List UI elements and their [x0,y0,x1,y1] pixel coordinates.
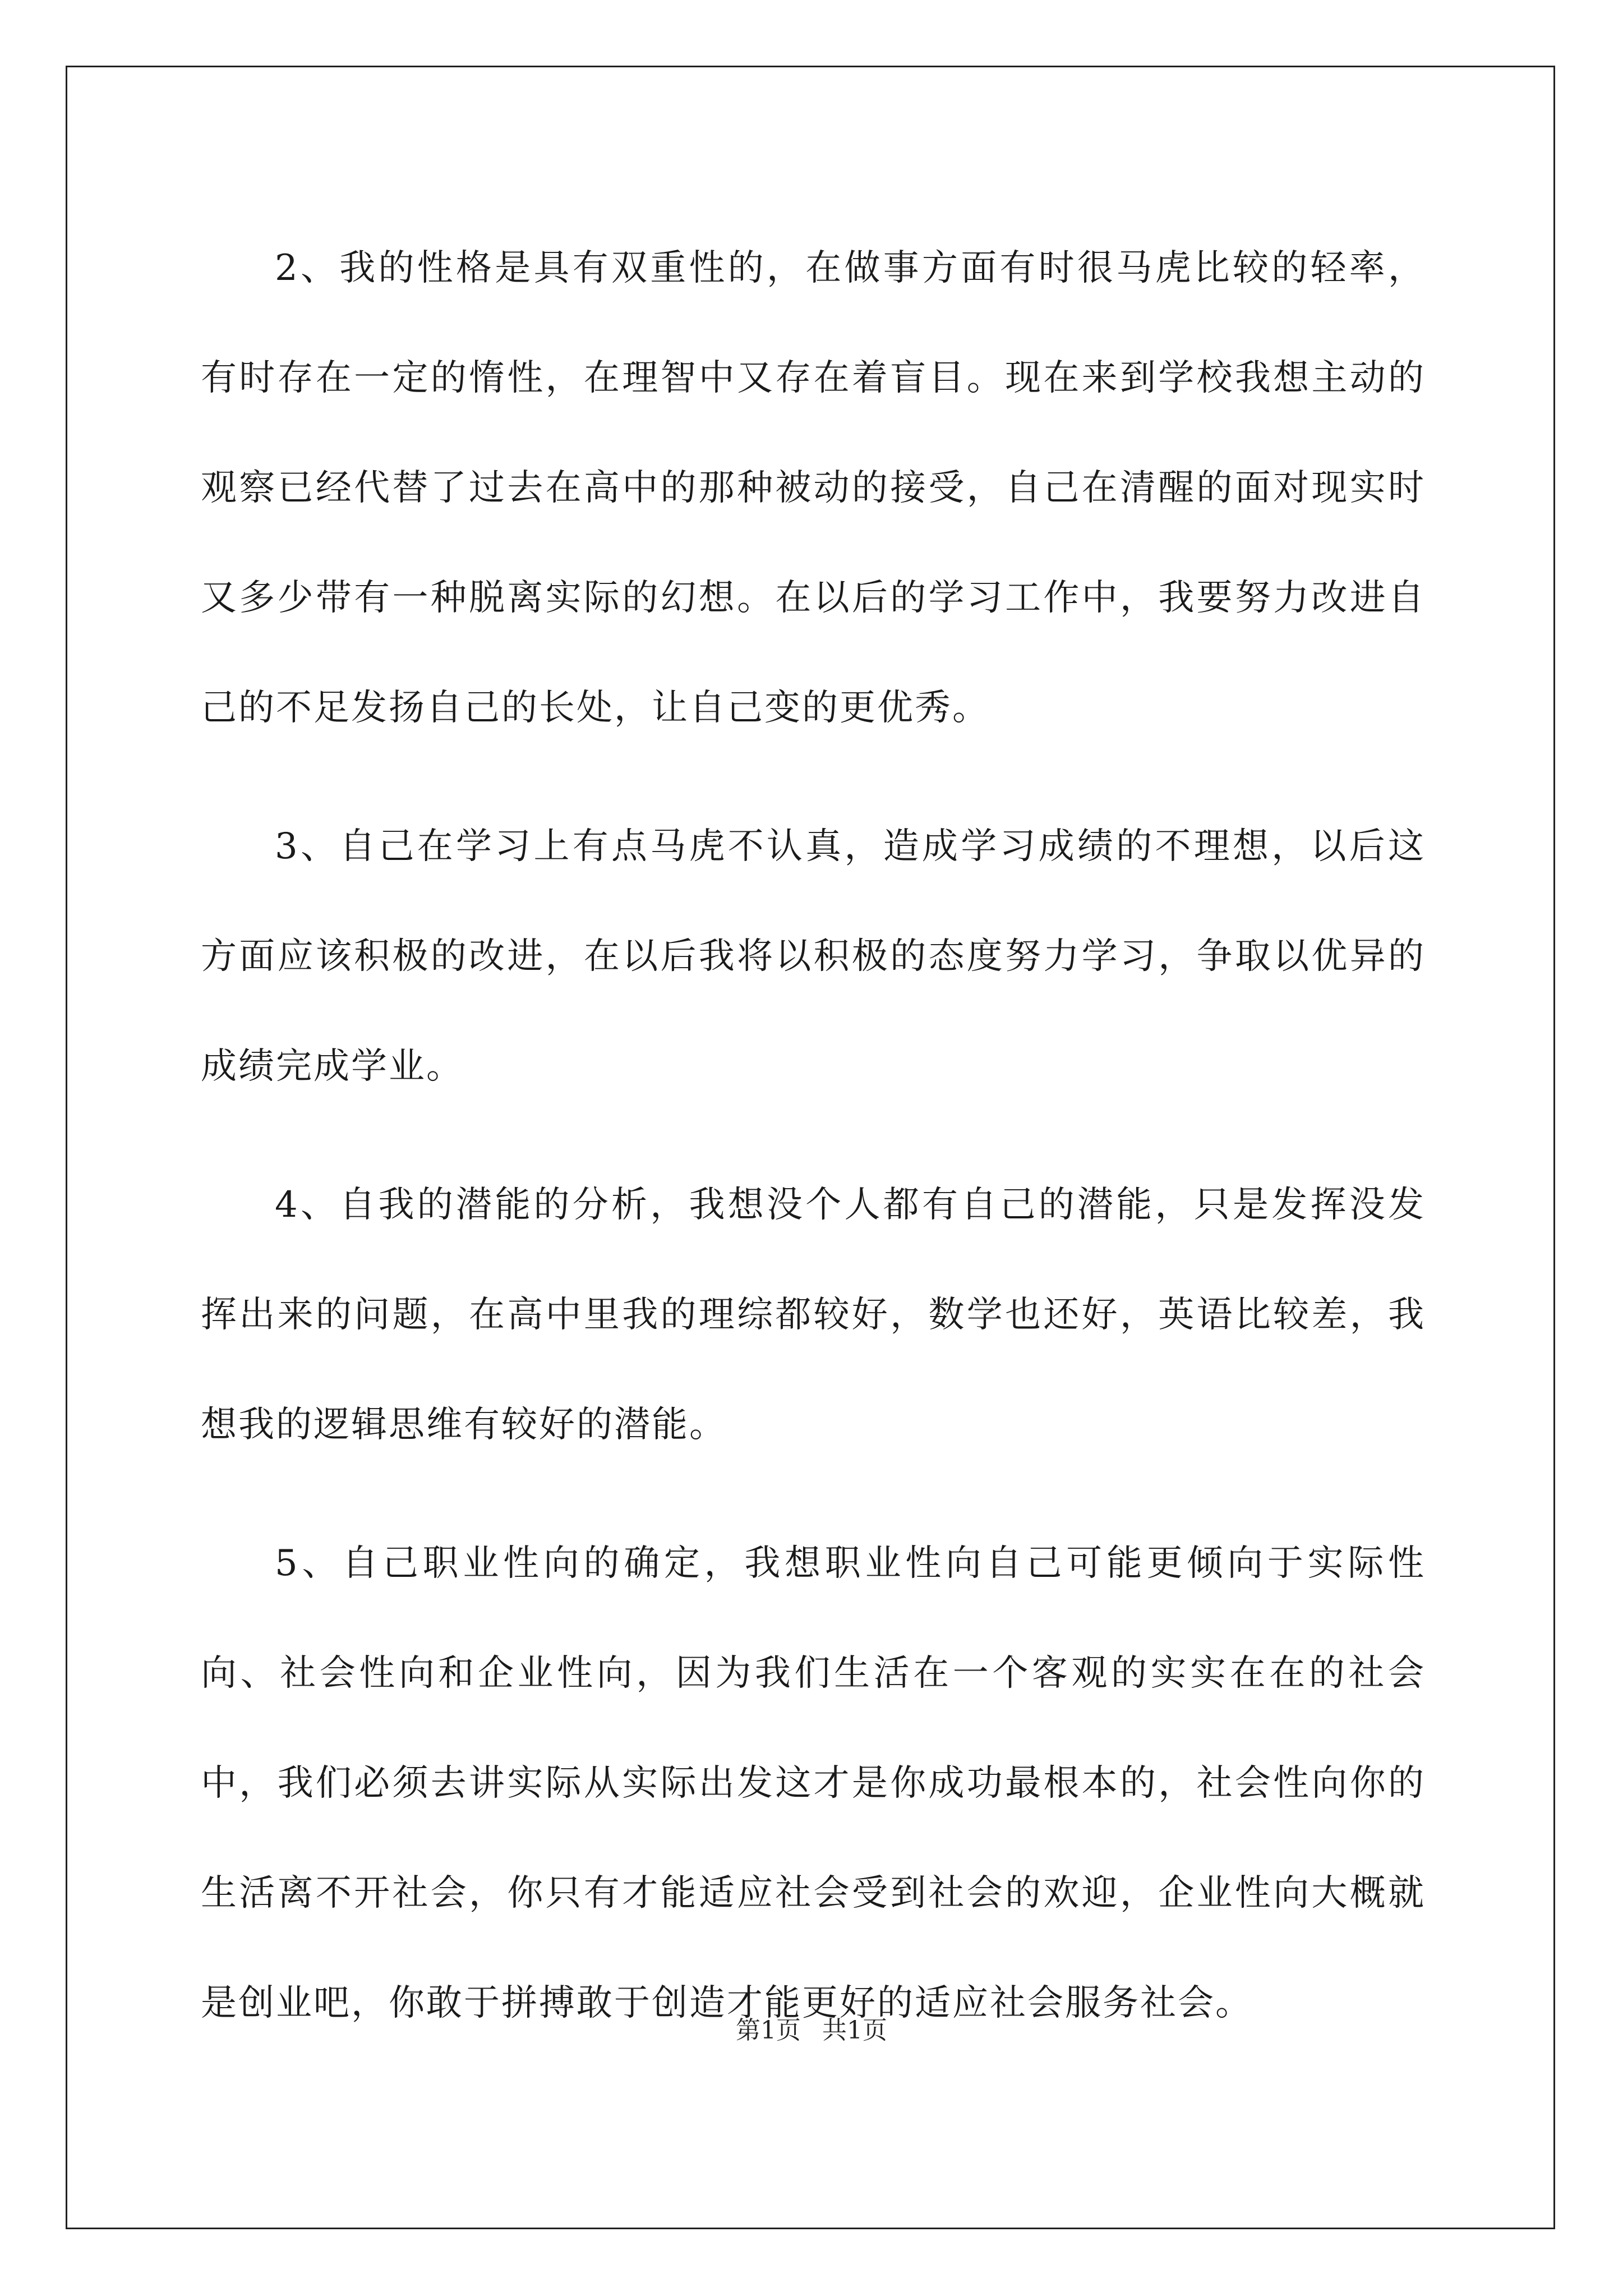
page-footer [0,2014,1623,2047]
page-total: 共1页 [822,2016,887,2045]
document-body [201,213,1426,2087]
paragraph: 4、自我的潜能的分析，我想没个人都有自己的潜能，只是发挥没发挥出来的问题，在高中里我的理综都较好，数学也还好，英语比较差，我想我的逻辑思维有较好的潜能。 [201,1184,1426,1446]
page-number: 第1页 [736,2016,801,2045]
paragraph: 3、自己在学习上有点马虎不认真，造成学习成绩的不理想，以后这方面应该积极的改进，在以后我将以积极的态度努力学习，争取以优异的成绩完成学业。 [201,826,1426,1087]
paragraph: 5、自己职业性向的确定，我想职业性向自己可能更倾向于实际性向、社会性向和企业性向，因为我们生活在一个客观的实实在在的社会中，我们必须去讲实际从实际出发这才是你成功最根本的，社会性向你的生活离不开社会，你只有才能适应社会受到社会的欢迎，企业性向大概就是创业吧，你敢于拼搏敢于创造才能更好的适应社会服务社会。 [201,1543,1426,2024]
paragraph: 2、我的性格是具有双重性的，在做事方面有时很马虎比较的轻率，有时存在一定的惰性，在理智中又存在着盲目。现在来到学校我想主动的观察已经代替了过去在高中的那种被动的接受，自己在清醒的面对现实时又多少带有一种脱离实际的幻想。在以后的学习工作中，我要努力改进自己的不足发扬自己的长处，让自己变的更优秀。 [201,247,1426,729]
